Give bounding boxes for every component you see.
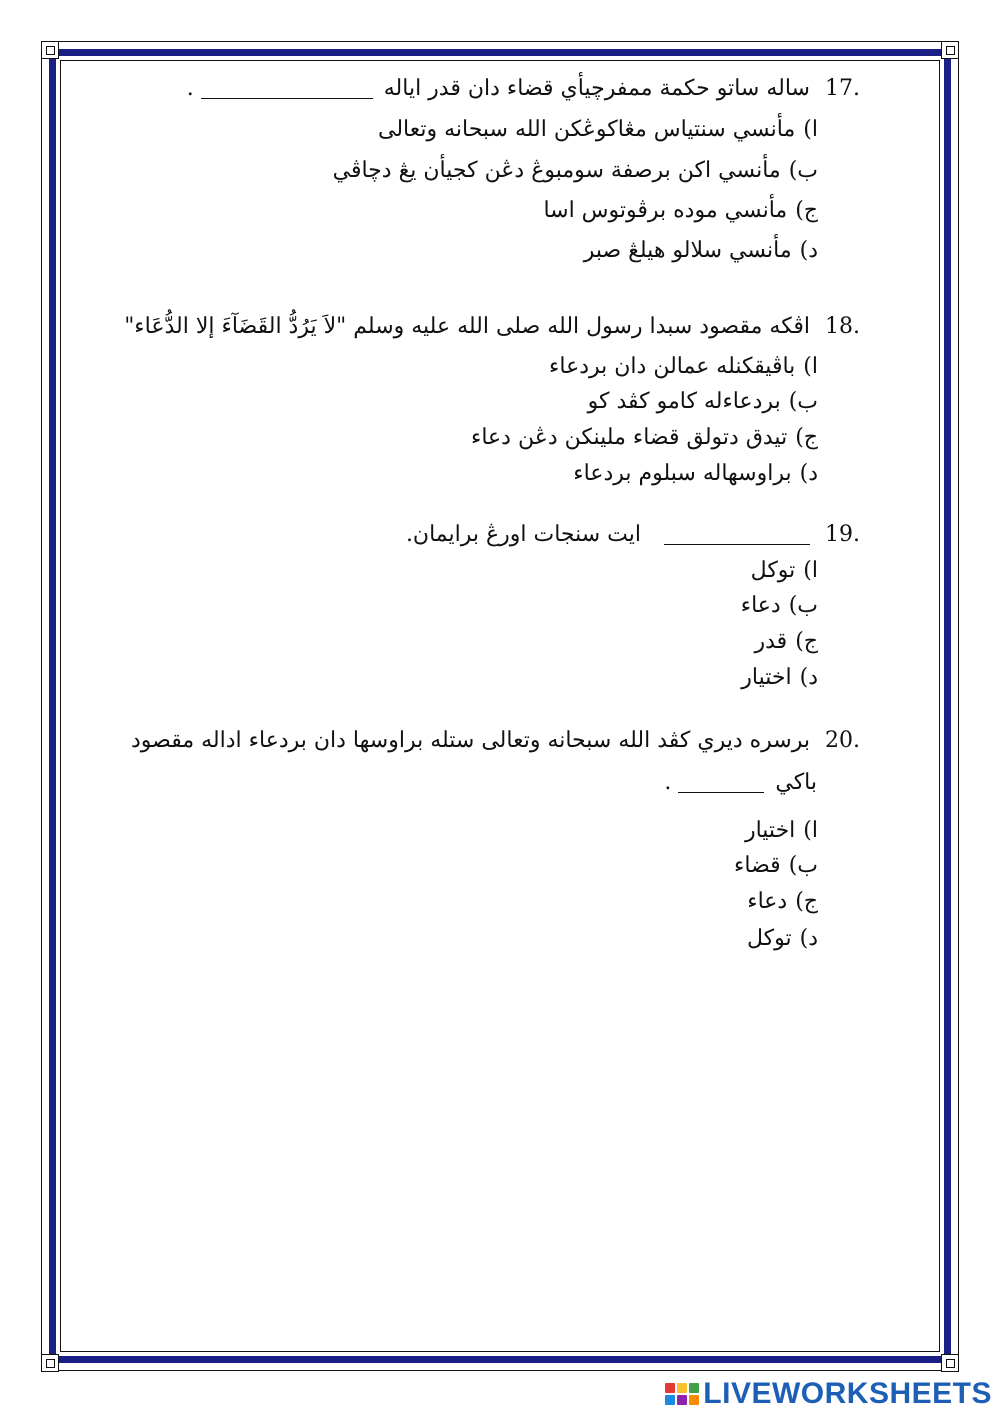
question-19 (406, 520, 860, 550)
option-text: قدر (754, 629, 788, 654)
option-letter: ا) (803, 818, 818, 843)
option-18-b[interactable] (588, 387, 818, 417)
option-letter: ب) (788, 593, 818, 618)
option-text: مأنسي سنتياس مڠاکوڠکن الله سبحانه وتعالى (377, 117, 796, 142)
option-18-d[interactable] (573, 459, 818, 489)
brand-name: LIVEWORKSHEETS (703, 1377, 992, 1410)
logo-block (689, 1383, 699, 1393)
option-text: تيدق دتولق قضاء ملينکن دڠن دعاء (470, 425, 788, 450)
answer-blank[interactable] (201, 80, 373, 99)
option-letter: ب) (788, 853, 818, 878)
option-text: مأنسي اکن برصفة سومبوڠ دڠن کجيأن يڠ دچاڤي (332, 158, 781, 183)
option-17-d[interactable] (584, 236, 818, 266)
option-text: اختيار (741, 665, 792, 690)
option-letter: د) (799, 238, 818, 263)
option-text: مأنسي سلالو هيلڠ صبر (583, 238, 792, 263)
logo-block (665, 1395, 675, 1405)
option-text: باڤيقکنله عمالن دان بردعاء (549, 354, 796, 379)
option-17-a[interactable] (378, 115, 818, 145)
logo-block (665, 1383, 675, 1393)
option-19-a[interactable] (751, 556, 818, 586)
option-20-a[interactable] (745, 816, 818, 846)
question-number: 17. (825, 76, 860, 101)
option-19-b[interactable] (741, 591, 818, 621)
option-18-c[interactable] (471, 423, 818, 453)
question-20 (131, 726, 860, 756)
question-18 (124, 312, 860, 342)
answer-blank[interactable] (664, 526, 810, 545)
option-20-c[interactable] (747, 887, 818, 917)
question-20-line-2 (664, 768, 817, 798)
option-letter: ا) (803, 354, 818, 379)
option-letter: ج) (795, 629, 818, 654)
option-text: توکل (746, 926, 792, 951)
answer-blank[interactable] (678, 774, 764, 793)
logo-block (689, 1395, 699, 1405)
option-text: براوسهاله سبلوم بردعاء (573, 461, 792, 486)
question-17 (187, 74, 860, 104)
option-18-a[interactable] (549, 352, 818, 382)
option-letter: ج) (795, 198, 818, 223)
option-text: اختيار (744, 818, 796, 843)
question-text: برسره ديري کڤد الله سبحانه وتعالى ستله براوسها دان بردعاء اداله مقصود (130, 728, 810, 753)
option-17-b[interactable] (333, 156, 818, 186)
logo-block (677, 1383, 687, 1393)
question-text: ايت سنجات اورڠ برايمان. (405, 522, 641, 547)
option-text: توکل (750, 558, 796, 583)
option-text: دعاء (747, 889, 788, 914)
option-letter: ج) (795, 425, 818, 450)
option-20-b[interactable] (734, 851, 818, 881)
option-letter: د) (799, 461, 818, 486)
option-letter: ب) (788, 158, 818, 183)
corner-ornament-top-right (941, 41, 959, 59)
question-end: . (664, 770, 672, 795)
corner-ornament-bottom-right (941, 1354, 959, 1372)
corner-ornament-top-left (41, 41, 59, 59)
question-text-continued: باکي (775, 770, 817, 795)
option-letter: ب) (788, 389, 818, 414)
question-number: 20. (825, 728, 860, 753)
option-19-d[interactable] (741, 663, 818, 693)
option-letter: ا) (803, 558, 818, 583)
question-text: اڤکه مقصود سبدا رسول الله صلى الله عليه وسلم "لاَ يَرُدُّ القَضَآءَ إلا الدُّعَاء" (124, 314, 810, 339)
option-text: بردعاءله کامو کڤد کو (587, 389, 781, 414)
option-letter: د) (799, 926, 818, 951)
option-17-c[interactable] (543, 196, 818, 226)
logo-block (677, 1395, 687, 1405)
option-text: دعاء (740, 593, 781, 618)
option-letter: ج) (795, 889, 818, 914)
question-number: 19. (825, 522, 860, 547)
option-text: قضاء (734, 853, 781, 878)
option-20-d[interactable] (747, 924, 818, 954)
option-text: مأنسي موده برڤوتوس اسا (543, 198, 788, 223)
logo-blocks-icon (665, 1383, 699, 1405)
option-19-c[interactable] (755, 627, 819, 657)
option-letter: د) (799, 665, 818, 690)
corner-ornament-bottom-left (41, 1354, 59, 1372)
option-letter: ا) (803, 117, 818, 142)
liveworksheets-logo[interactable] (665, 1378, 992, 1410)
question-number: 18. (825, 314, 860, 339)
question-text: ساله ساتو حکمة ممفرچيأي قضاء دان قدر اياله (383, 76, 810, 101)
question-end: . (186, 76, 194, 101)
